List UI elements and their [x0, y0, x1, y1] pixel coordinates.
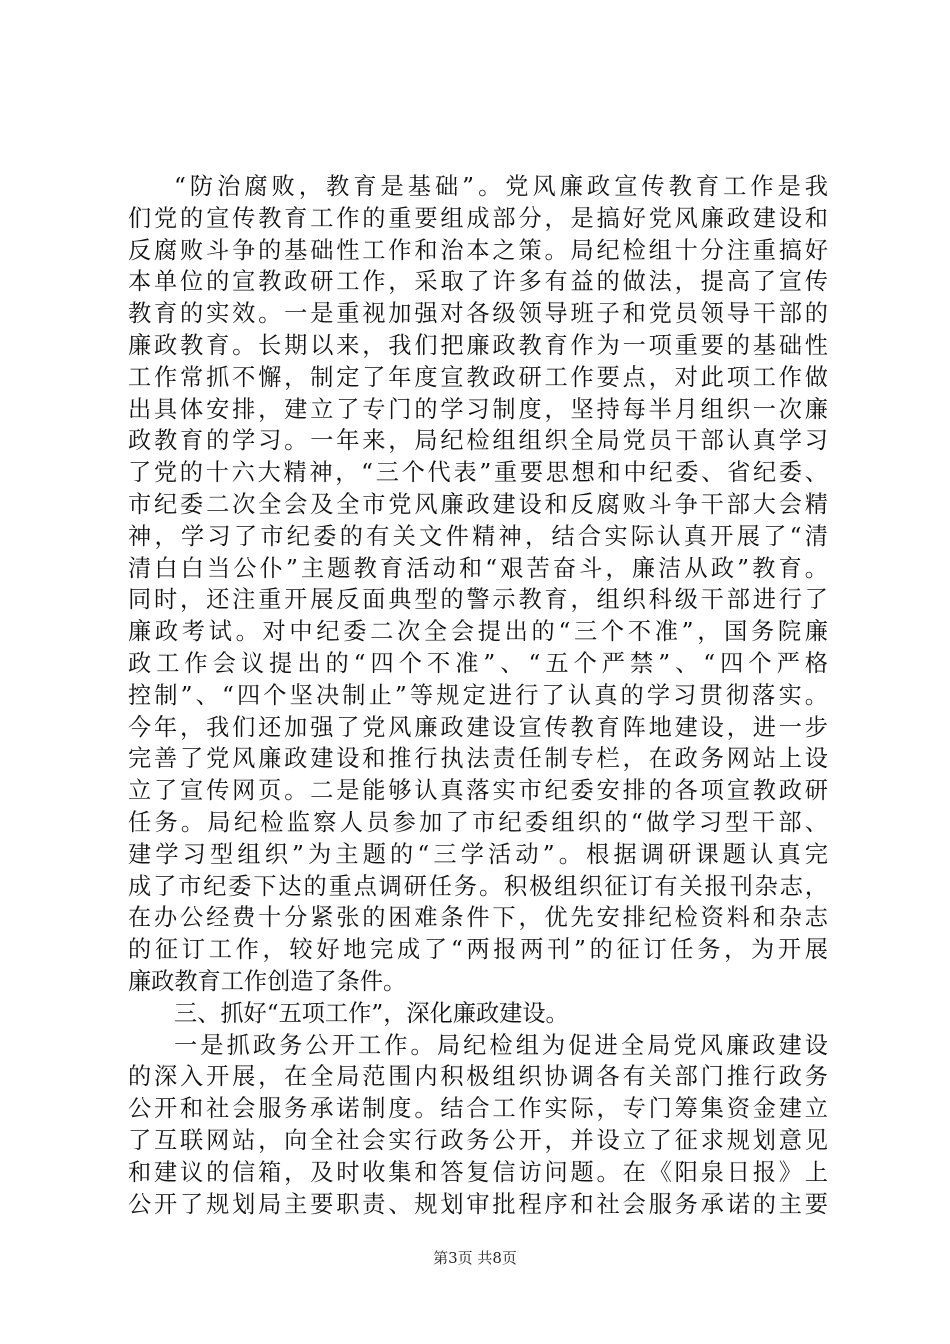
- text-line: 三、抓好“五项工作”，深化廉政建设。: [174, 999, 569, 1027]
- section-heading: [128, 998, 828, 1030]
- text-line: 任务。局纪检监察人员参加了市纪委组织的“做学习型干部、: [128, 808, 828, 836]
- text-line: 们党的宣传教育工作的重要组成部分，是搞好党风廉政建设和: [128, 204, 828, 232]
- text-line: 的征订工作，较好地完成了“两报两刊”的征订任务，为开展: [128, 936, 828, 964]
- text-line: “防治腐败，教育是基础”。党风廉政宣传教育工作是我: [174, 173, 828, 200]
- text-line: 廉政教育工作创造了条件。: [128, 967, 407, 995]
- text-line: 控制”、“四个坚决制止”等规定进行了认真的学习贯彻落实。: [128, 681, 828, 709]
- text-line: 在办公经费十分紧张的困难条件下，优先安排纪检资料和杂志: [128, 904, 828, 932]
- text-line: 市纪委二次全会及全市党风廉政建设和反腐败斗争干部大会精: [128, 490, 828, 518]
- text-line: 廉政教育。长期以来，我们把廉政教育作为一项重要的基础性: [128, 331, 828, 359]
- text-line: 同时，还注重开展反面典型的警示教育，组织科级干部进行了: [128, 586, 828, 614]
- text-line: 了互联网站，向全社会实行政务公开，并设立了征求规划意见: [128, 1126, 828, 1154]
- document-body: [128, 171, 828, 1220]
- page-number-label: 第3页 共8页: [433, 1249, 517, 1267]
- text-line: 反腐败斗争的基础性工作和治本之策。局纪检组十分注重搞好: [128, 236, 828, 264]
- text-line: 和建议的信箱，及时收集和答复信访问题。在《阳泉日报》上: [128, 1158, 828, 1186]
- text-line: 今年，我们还加强了党风廉政建设宣传教育阵地建设，进一步: [128, 713, 828, 741]
- text-line: 建学习型组织”为主题的“三学活动”。根据调研课题认真完: [128, 840, 828, 868]
- text-line: 完善了党风廉政建设和推行执法责任制专栏，在政务网站上设: [128, 745, 828, 773]
- text-line: 政教育的学习。一年来，局纪检组组织全局党员干部认真学习: [128, 427, 828, 455]
- paragraph: [128, 171, 828, 998]
- text-line: 教育的实效。一是重视加强对各级领导班子和党员领导干部的: [128, 300, 828, 328]
- text-line: 出具体安排，建立了专门的学习制度，坚持每半月组织一次廉: [128, 395, 828, 423]
- text-line: 神，学习了市纪委的有关文件精神，结合实际认真开展了“清: [128, 522, 828, 550]
- text-line: 工作常抓不懈，制定了年度宣教政研工作要点，对此项工作做: [128, 363, 828, 391]
- text-line: 政工作会议提出的“四个不准”、“五个严禁”、“四个严格: [128, 649, 828, 677]
- paragraph: [128, 1030, 828, 1221]
- text-line: 立了宣传网页。二是能够认真落实市纪委安排的各项宣教政研: [128, 777, 828, 805]
- text-line: 成了市纪委下达的重点调研任务。积极组织征订有关报刊杂志，: [128, 872, 828, 900]
- text-line: 本单位的宣教政研工作，采取了许多有益的做法，提高了宣传: [128, 268, 828, 296]
- text-line: 廉政考试。对中纪委二次全会提出的“三个不准”，国务院廉: [128, 618, 828, 646]
- text-line: 清白白当公仆”主题教育活动和“艰苦奋斗，廉洁从政”教育。: [128, 554, 828, 582]
- text-line: 公开和社会服务承诺制度。结合工作实际，专门筹集资金建立: [128, 1095, 828, 1123]
- text-line: 一是抓政务公开工作。局纪检组为促进全局党风廉政建设: [174, 1031, 828, 1059]
- text-line: 了党的十六大精神，“三个代表”重要思想和中纪委、省纪委、: [128, 459, 828, 487]
- page-footer: [0, 1248, 950, 1268]
- text-line: 公开了规划局主要职责、规划审批程序和社会服务承诺的主要: [128, 1190, 828, 1218]
- text-line: 的深入开展，在全局范围内积极组织协调各有关部门推行政务: [128, 1063, 828, 1091]
